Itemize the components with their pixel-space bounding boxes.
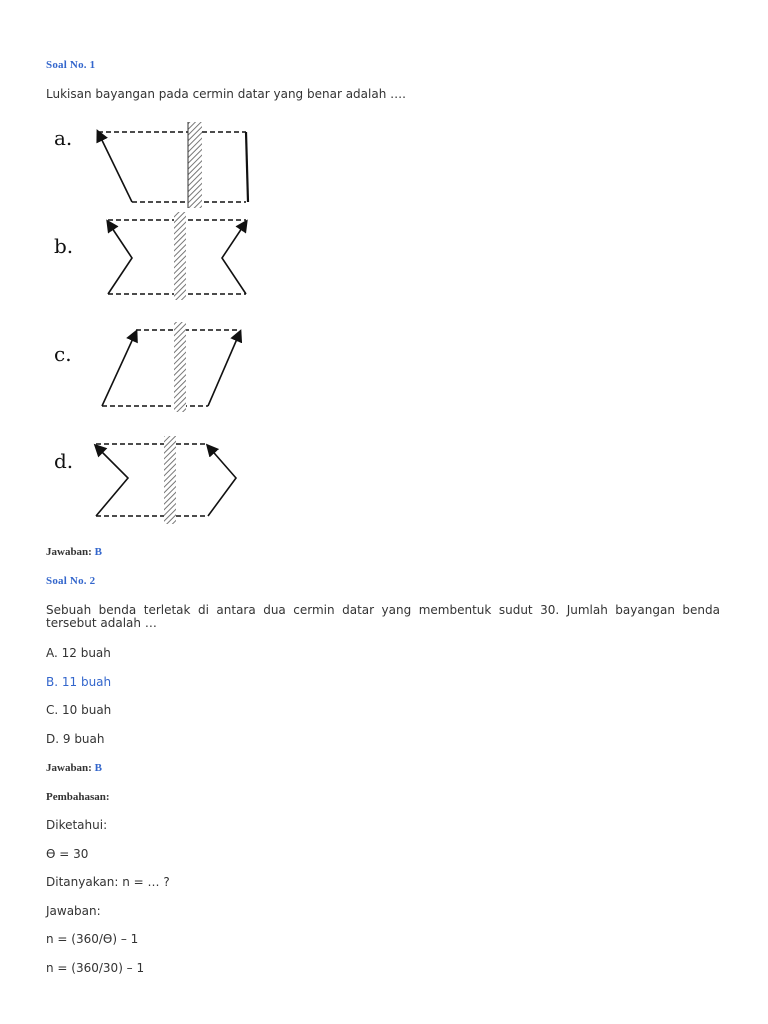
q2-option-b: B. 11 buah xyxy=(46,675,112,689)
q2-line-substitution: n = (360/30) – 1 xyxy=(46,961,145,975)
q1-answer-value: B xyxy=(94,546,102,558)
q2-heading: Soal No. 2 xyxy=(46,575,96,587)
q2-option-a: A. 12 buah xyxy=(46,646,111,660)
q2-option-d: D. 9 buah xyxy=(46,732,105,746)
option-c-label: c. xyxy=(54,342,72,366)
q2-option-c: C. 10 buah xyxy=(46,703,112,717)
q2-discussion-heading: Pembahasan: xyxy=(46,791,110,803)
option-a-label: a. xyxy=(54,126,73,150)
mirror-options-figure xyxy=(46,118,306,530)
q1-answer xyxy=(46,546,102,558)
q2-question: Sebuah benda terletak di antara dua cermin datar yang membentuk sudut 30. Jumlah bayangan benda tersebut adalah … xyxy=(46,603,720,630)
q2-answer-value: B xyxy=(94,762,102,774)
q1-answer-label: Jawaban: xyxy=(46,546,92,558)
q2-answer-label: Jawaban: xyxy=(46,762,92,774)
option-b-diagram xyxy=(54,212,246,300)
option-d-label: d. xyxy=(54,449,74,473)
option-b-label: b. xyxy=(54,234,74,258)
option-d-diagram xyxy=(54,436,236,524)
mirror-b xyxy=(174,212,186,300)
mirror-a xyxy=(188,122,202,208)
mirror-d xyxy=(164,436,176,524)
q2-line-asked: Ditanyakan: n = … ? xyxy=(46,875,170,889)
q2-line-known: Diketahui: xyxy=(46,818,108,832)
q2-line-formula: n = (360/Ɵ) – 1 xyxy=(46,932,139,946)
mirror-c xyxy=(174,322,186,412)
q2-line-theta: Ɵ = 30 xyxy=(46,847,89,861)
q1-question: Lukisan bayangan pada cermin datar yang benar adalah …. xyxy=(46,87,406,101)
q2-answer xyxy=(46,762,102,774)
q1-heading: Soal No. 1 xyxy=(46,59,96,71)
q2-line-answer: Jawaban: xyxy=(46,904,101,918)
option-a-diagram xyxy=(54,122,248,208)
option-c-diagram xyxy=(54,322,240,412)
